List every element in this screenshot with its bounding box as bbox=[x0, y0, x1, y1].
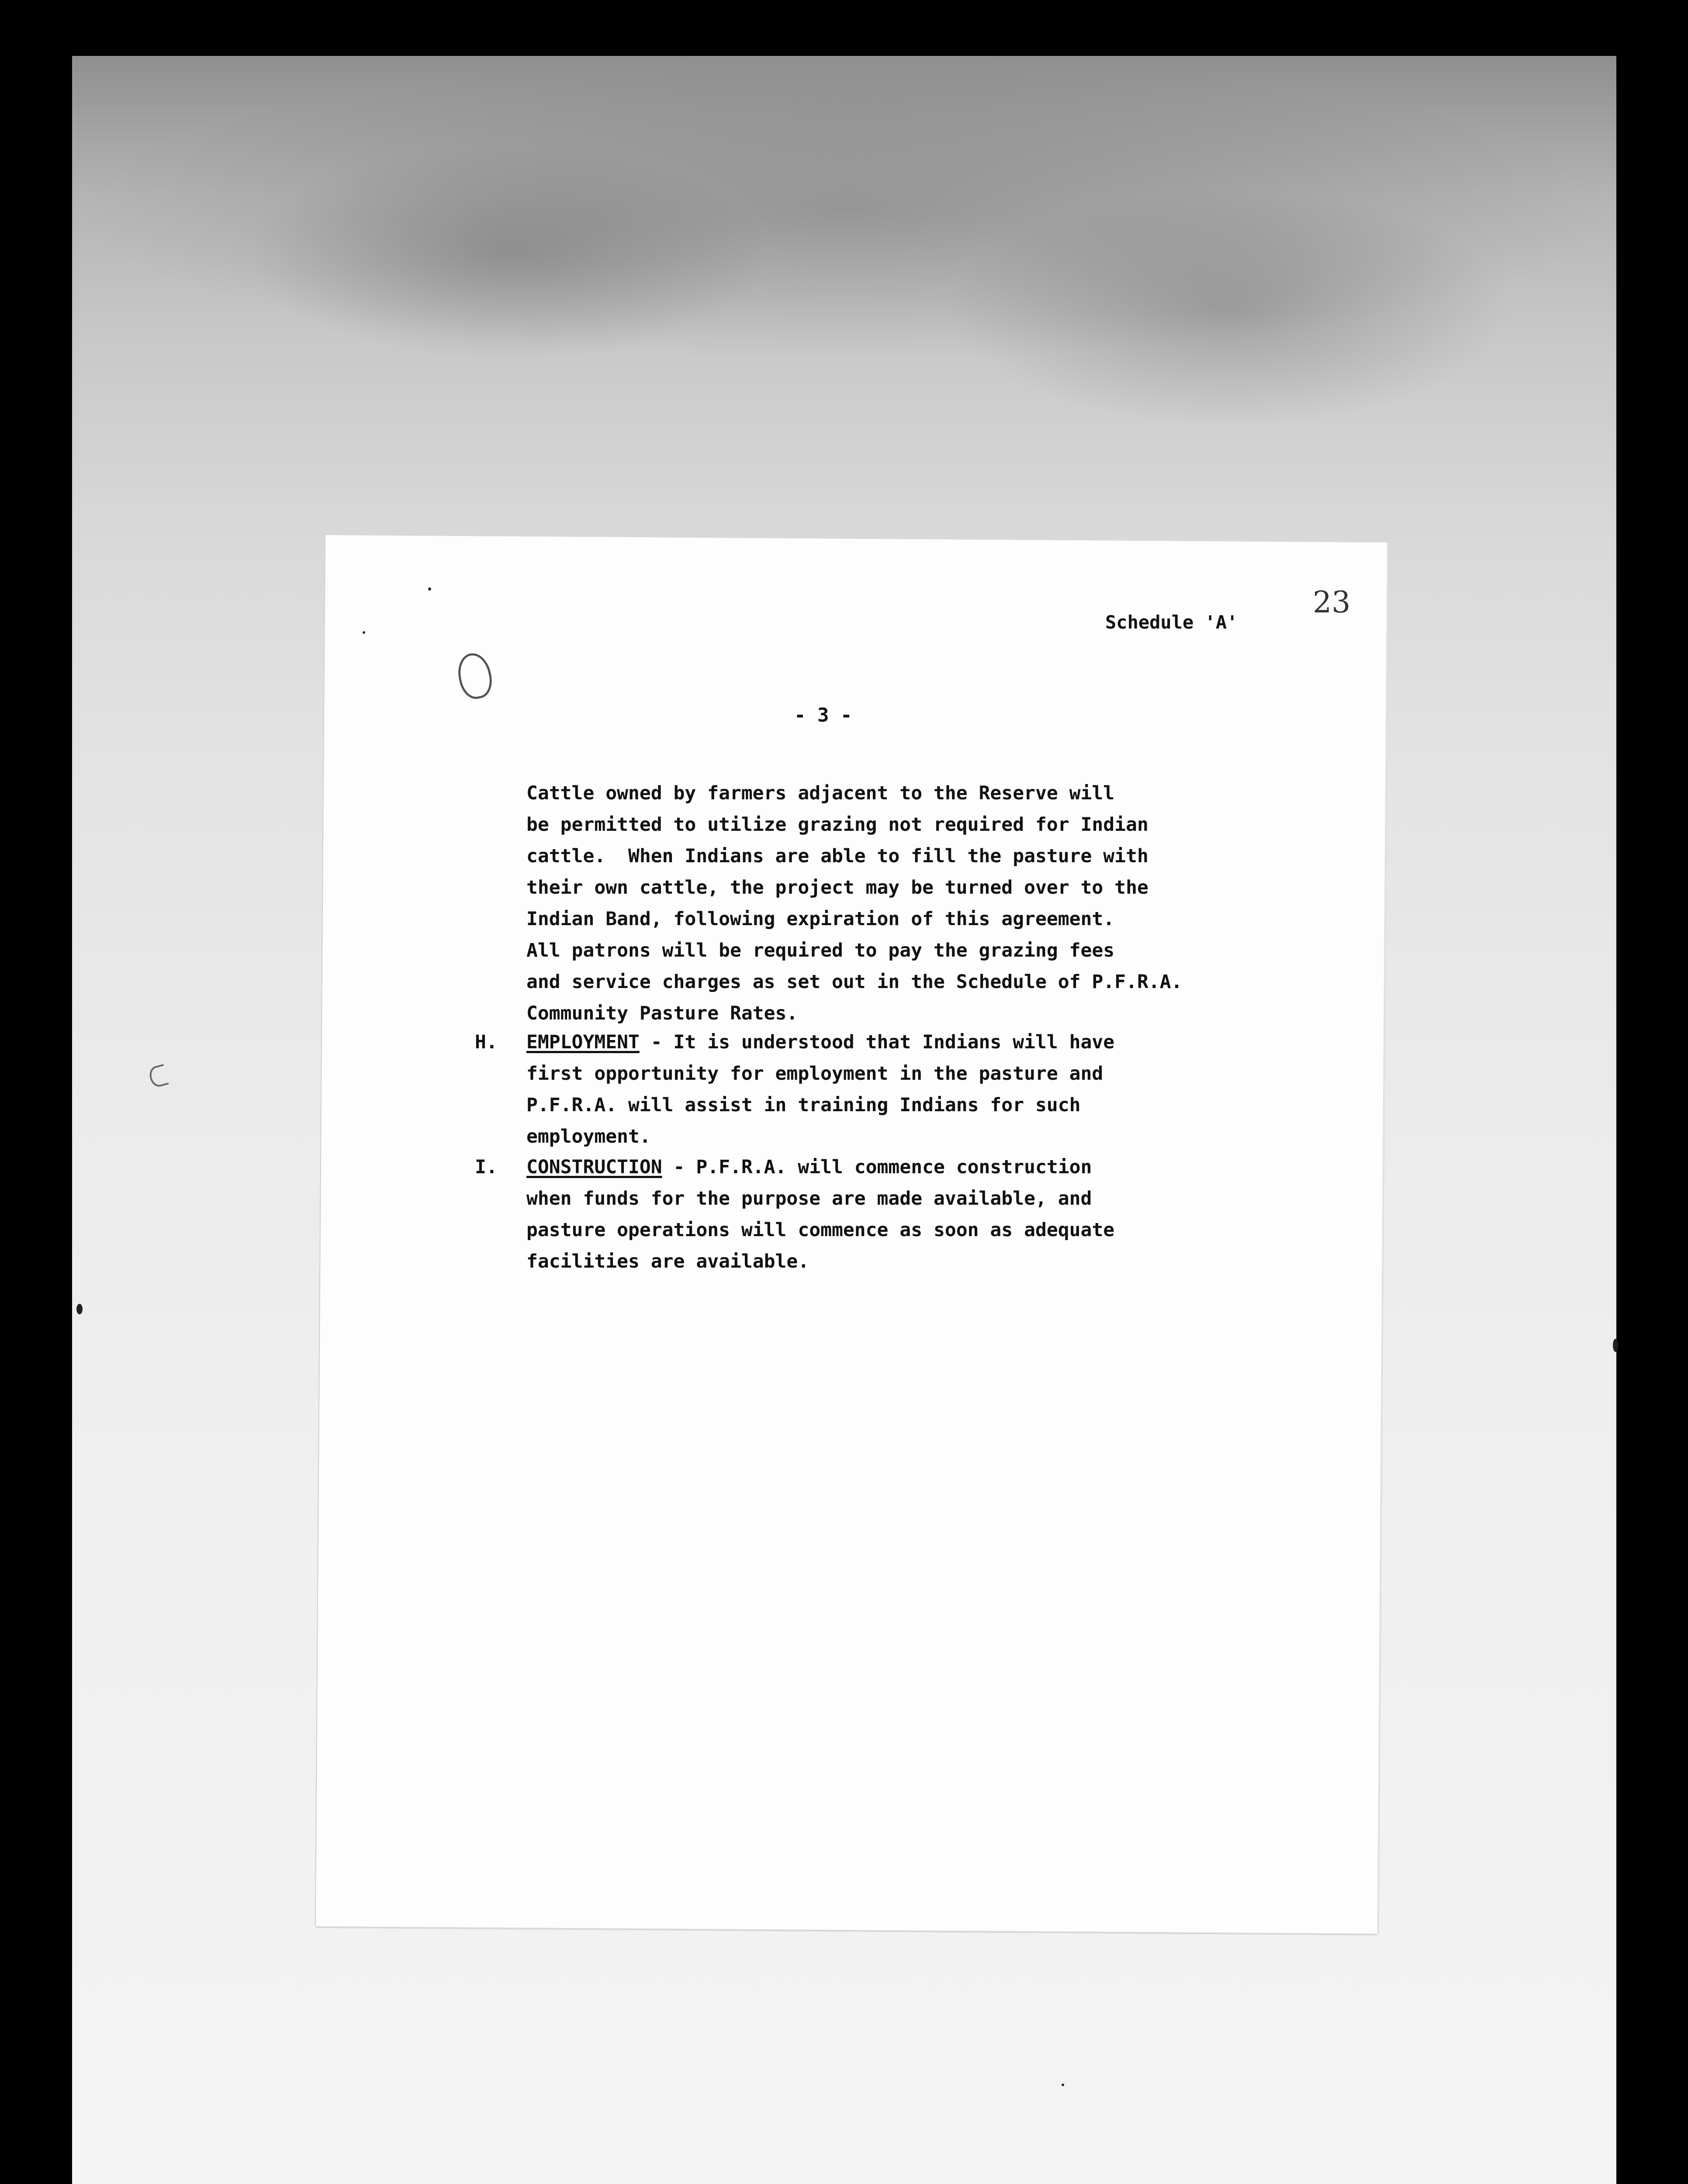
item-first-line-text: - P.F.R.A. will commence construction bbox=[662, 1156, 1092, 1178]
item-line: P.F.R.A. will assist in training Indians for such bbox=[526, 1094, 1081, 1116]
paragraph-line: Indian Band, following expiration of this agreement. bbox=[526, 908, 1115, 930]
film-speck bbox=[363, 631, 365, 634]
paragraph-line: and service charges as set out in the Schedule of P.F.R.A. bbox=[526, 971, 1183, 993]
film-speck bbox=[1062, 2084, 1064, 2086]
construction-item bbox=[475, 1151, 1115, 1277]
item-line: pasture operations will commence as soon as adequate bbox=[526, 1219, 1115, 1241]
paragraph-line: Community Pasture Rates. bbox=[526, 1002, 798, 1024]
item-line: when funds for the purpose are made available, and bbox=[526, 1188, 1092, 1209]
handwritten-page-number: 23 bbox=[1313, 585, 1351, 620]
film-smudge bbox=[247, 143, 771, 362]
film-speck bbox=[428, 587, 431, 591]
paragraph-line: be permitted to utilize grazing not required for Indian bbox=[526, 814, 1148, 836]
employment-heading: EMPLOYMENT bbox=[526, 1031, 640, 1053]
item-first-line bbox=[526, 1151, 1114, 1183]
film-speck bbox=[1613, 1339, 1618, 1352]
paragraph-line: cattle. When Indians are able to fill the pasture with bbox=[526, 845, 1148, 867]
item-marker: I. bbox=[475, 1156, 498, 1178]
construction-heading: CONSTRUCTION bbox=[526, 1156, 662, 1178]
film-smudge bbox=[946, 187, 1514, 427]
item-first-line bbox=[526, 1026, 1114, 1058]
item-line: employment. bbox=[526, 1126, 651, 1147]
paragraph-line: Cattle owned by farmers adjacent to the Reserve will bbox=[526, 782, 1115, 804]
item-line: first opportunity for employment in the pasture and bbox=[526, 1063, 1103, 1085]
item-marker: H. bbox=[475, 1031, 498, 1053]
employment-item bbox=[475, 1026, 1115, 1152]
schedule-label: Schedule 'A' bbox=[1105, 612, 1238, 633]
paragraph-line: All patrons will be required to pay the grazing fees bbox=[526, 940, 1115, 961]
paragraph-line: their own cattle, the project may be turned over to the bbox=[526, 877, 1148, 898]
film-speck bbox=[76, 1304, 83, 1314]
item-line: facilities are available. bbox=[526, 1251, 809, 1272]
page-center-number: - 3 - bbox=[794, 704, 852, 726]
intro-paragraph bbox=[526, 778, 1183, 1029]
item-first-line-text: - It is understood that Indians will have bbox=[639, 1031, 1115, 1053]
